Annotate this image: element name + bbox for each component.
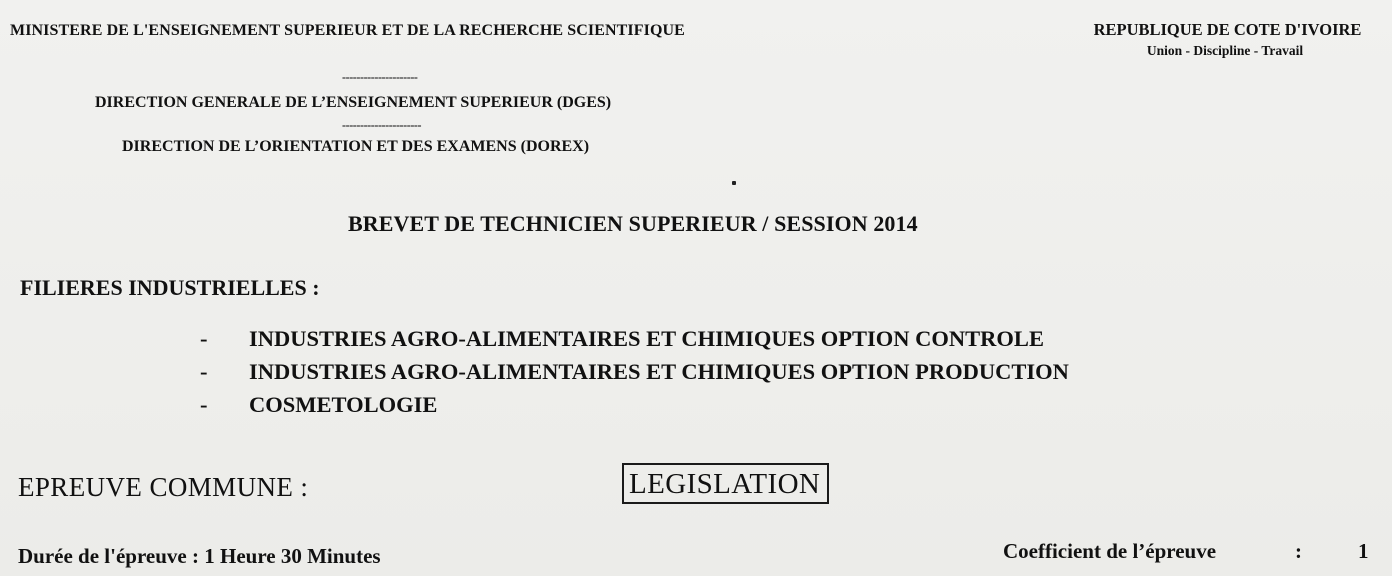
republic-heading: REPUBLIQUE DE COTE D'IVOIRE [1093,20,1362,39]
track-label: COSMETOLOGIE [249,392,438,417]
header-separator-top: --------------------- [342,70,418,84]
list-item [200,392,1069,425]
track-label: INDUSTRIES AGRO-ALIMENTAIRES ET CHIMIQUES OPTION CONTROLE [249,326,1044,351]
list-item [200,326,1069,359]
track-label: INDUSTRIES AGRO-ALIMENTAIRES ET CHIMIQUES OPTION PRODUCTION [249,359,1069,384]
exam-session-title: BREVET DE TECHNICIEN SUPERIEUR / SESSION 2014 [348,211,918,236]
ministry-heading: MINISTERE DE L'ENSEIGNEMENT SUPERIEUR ET DE LA RECHERCHE SCIENTIFIQUE [10,22,685,39]
national-motto: Union - Discipline - Travail [1146,43,1304,58]
subject-box: LEGISLATION [622,463,829,504]
filieres-heading: FILIERES INDUSTRIELLES : [20,275,320,300]
coefficient-label: Coefficient de l’épreuve [1003,539,1217,563]
dges-directorate: DIRECTION GENERALE DE L’ENSEIGNEMENT SUPERIEUR (DGES) [95,94,612,111]
coefficient-colon: : [1295,539,1302,563]
exam-duration: Durée de l'épreuve : 1 Heure 30 Minutes [18,544,381,568]
list-bullet: - [200,392,208,417]
dorex-directorate: DIRECTION DE L’ORIENTATION ET DES EXAMENS (DOREX) [122,138,590,155]
list-bullet: - [200,359,208,384]
header-separator-bottom: ---------------------- [342,118,422,132]
coefficient-value: 1 [1358,539,1369,563]
list-bullet: - [200,326,208,351]
common-exam-label: EPREUVE COMMUNE : [18,472,309,502]
list-item [200,359,1069,392]
track-list [200,326,1069,425]
scan-mark [732,181,736,185]
